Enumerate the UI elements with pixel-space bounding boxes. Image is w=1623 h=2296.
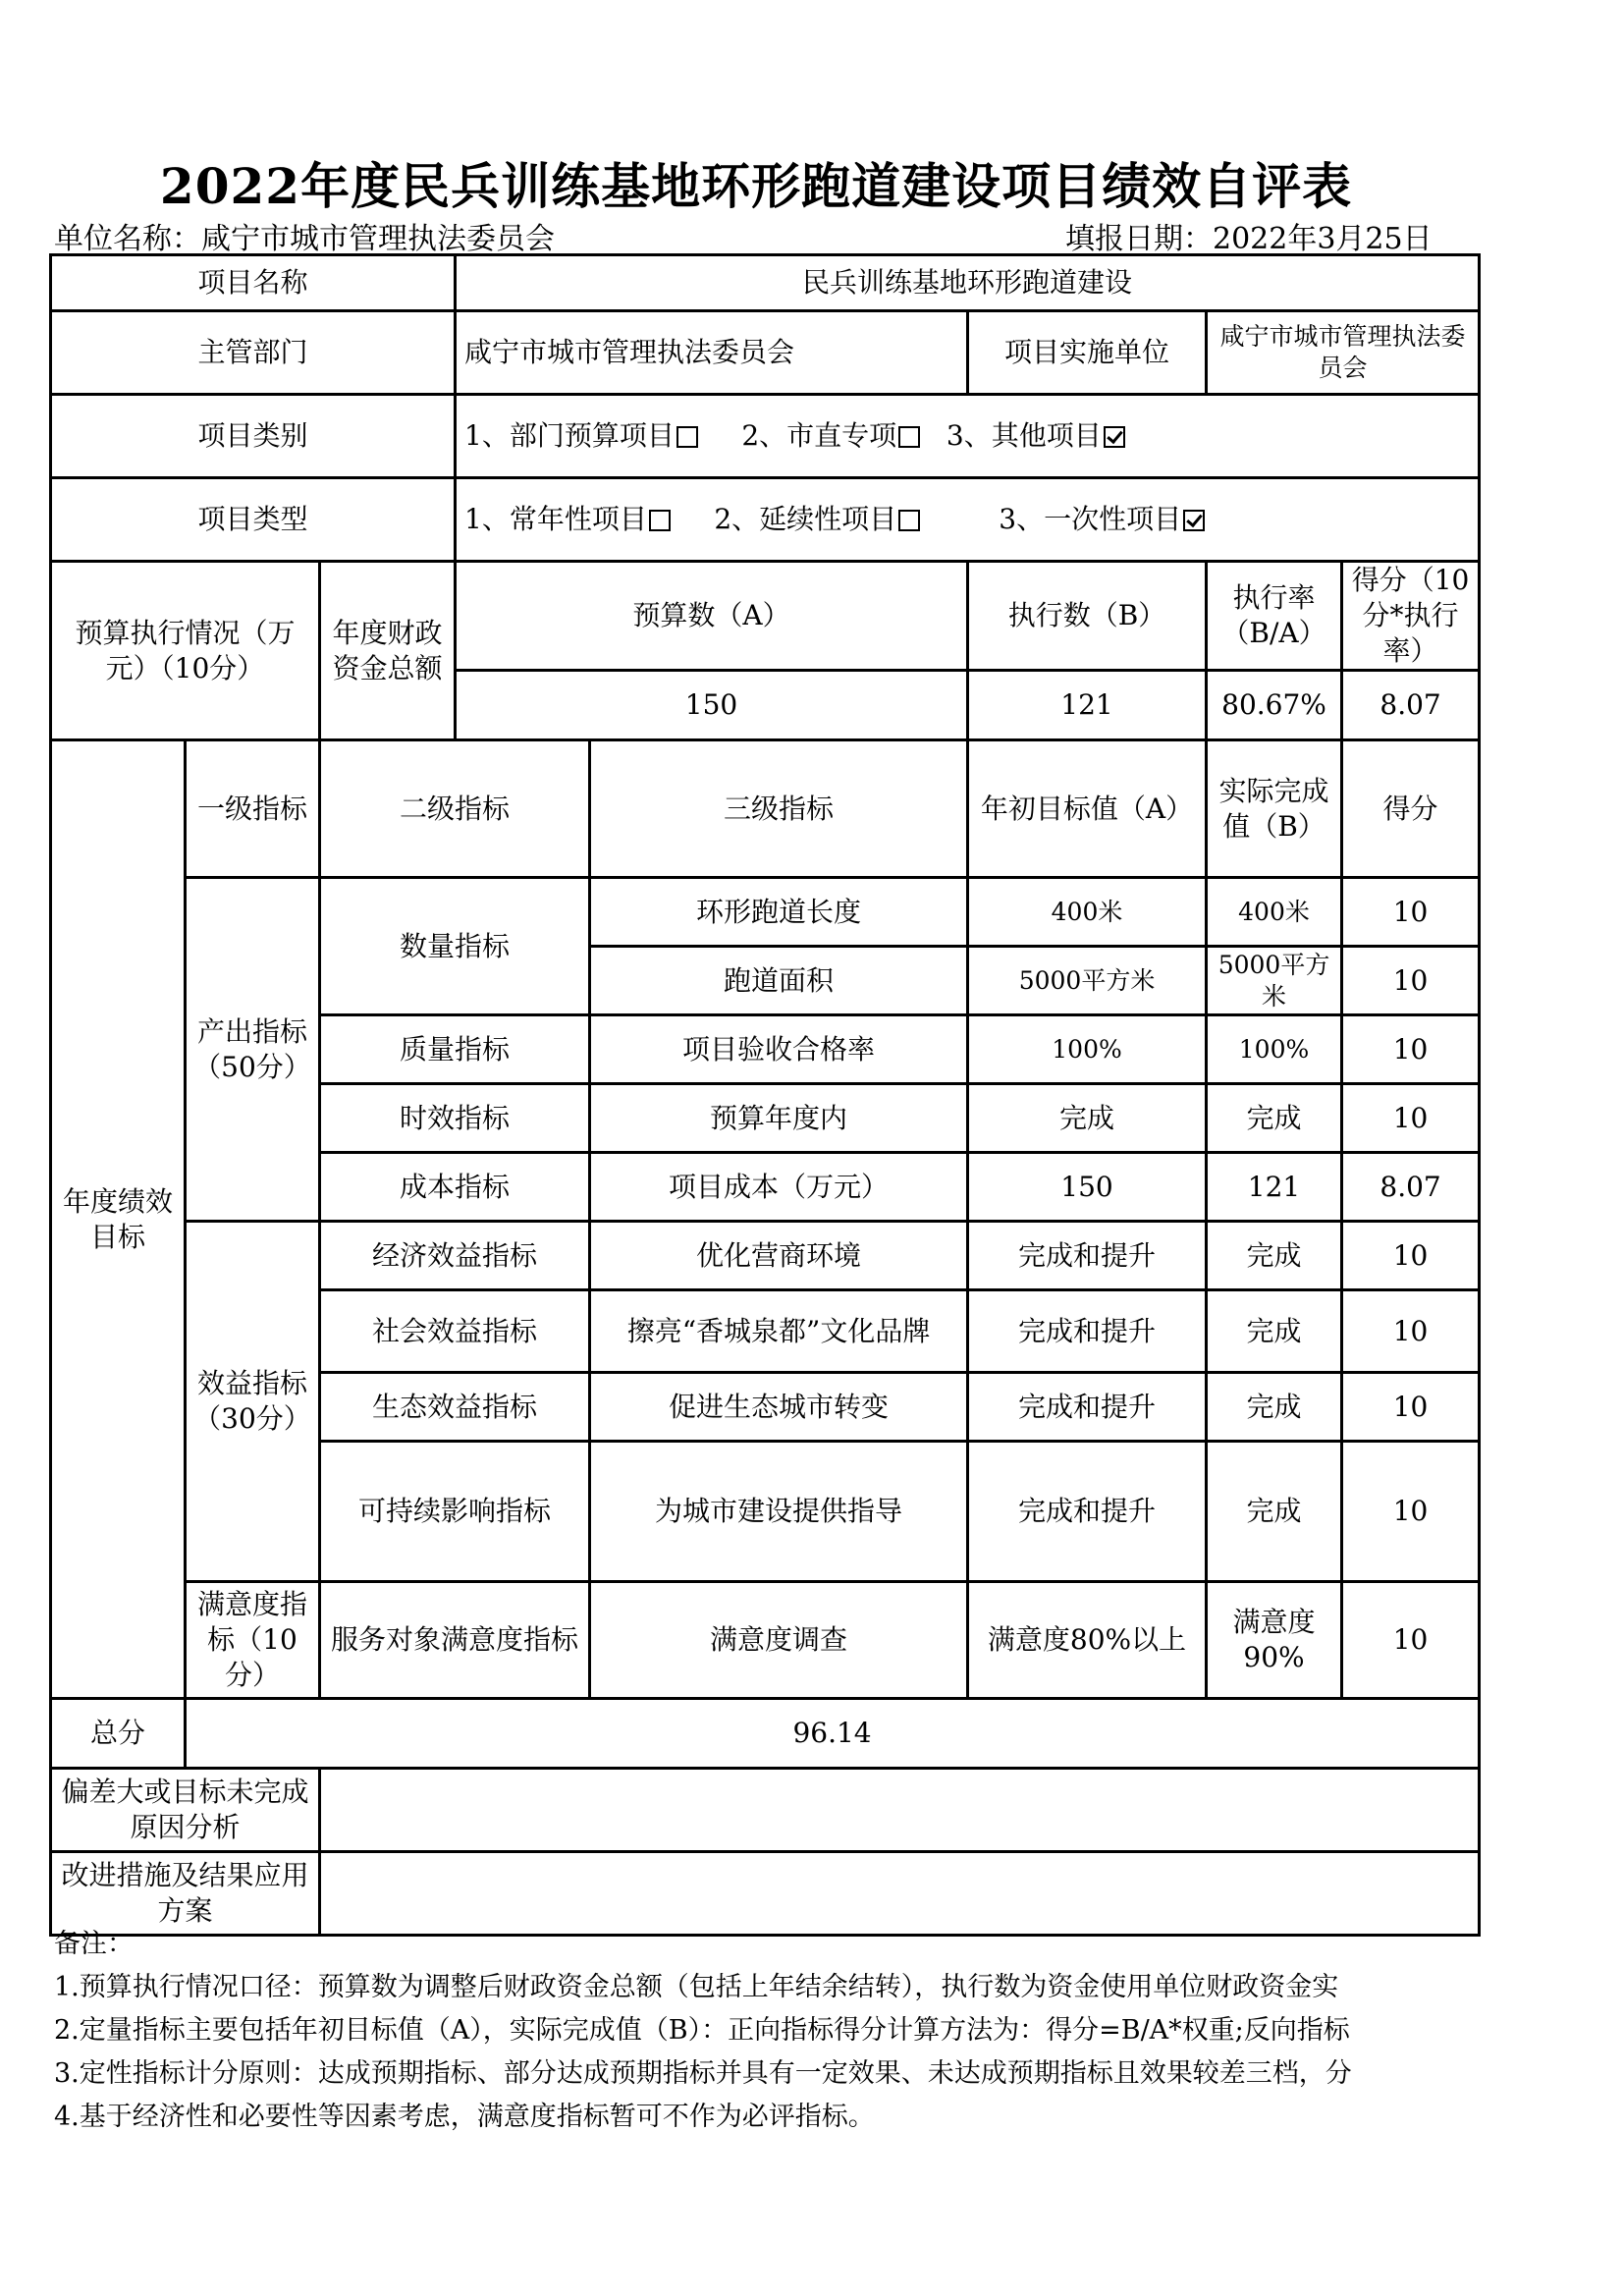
category-options [456, 395, 1480, 478]
row-budget-header [51, 562, 1480, 671]
type-option-2[interactable]: 2、延续性项目 [714, 502, 920, 537]
l3-cell: 项目成本（万元） [590, 1153, 968, 1222]
checked-checkbox-icon[interactable] [1183, 510, 1205, 531]
row-perf-header [51, 740, 1480, 878]
l2-cell: 可持续影响指标 [320, 1442, 590, 1582]
actual-header: 实际完成值（B） [1207, 740, 1342, 878]
rate-label: 执行率（B/A） [1207, 562, 1342, 671]
improve-label: 改进措施及结果应用方案 [51, 1852, 320, 1936]
type-option-3[interactable]: 3、一次性项目 [999, 502, 1205, 537]
rate-value: 80.67% [1207, 671, 1342, 740]
l3-cell: 促进生态城市转变 [590, 1373, 968, 1442]
l2-cell: 社会效益指标 [320, 1290, 590, 1373]
page-title: 2022年度民兵训练基地环形跑道建设项目绩效自评表 [159, 157, 1353, 215]
notes-line: 1.预算执行情况口径：预算数为调整后财政资金总额（包括上年结余结转），执行数为资金使用单位财政资金实 [54, 1972, 1339, 2002]
exec-b-value: 121 [968, 671, 1207, 740]
checkbox-icon[interactable] [649, 510, 671, 531]
category-option-2[interactable]: 2、市直专项 [741, 418, 920, 454]
target-cell: 5000平方米 [968, 947, 1207, 1015]
score-cell: 10 [1342, 1373, 1480, 1442]
row-project-name [51, 255, 1480, 311]
checkbox-icon[interactable] [676, 426, 698, 448]
score-cell: 10 [1342, 947, 1480, 1015]
row-deviation [51, 1769, 1480, 1852]
l2-cell: 经济效益指标 [320, 1222, 590, 1290]
benefit-label: 效益指标（30分） [186, 1222, 320, 1582]
score-cell: 10 [1342, 1222, 1480, 1290]
l2-cell: 生态效益指标 [320, 1373, 590, 1442]
target-header: 年初目标值（A） [968, 740, 1207, 878]
score-cell: 10 [1342, 1442, 1480, 1582]
row-category [51, 395, 1480, 478]
l3-cell: 项目验收合格率 [590, 1015, 968, 1084]
dept-value: 咸宁市城市管理执法委员会 [456, 311, 968, 395]
actual-cell: 完成 [1207, 1442, 1342, 1582]
budget-label: 预算执行情况（万元）（10分） [51, 562, 320, 740]
notes-line: 4.基于经济性和必要性等因素考虑，满意度指标暂可不作为必评指标。 [54, 2102, 875, 2132]
score-cell: 10 [1342, 1015, 1480, 1084]
l2-cell: 成本指标 [320, 1153, 590, 1222]
evaluation-table [49, 253, 1481, 1937]
l2-cell: 质量指标 [320, 1015, 590, 1084]
notes-title: 备注： [54, 1929, 134, 1959]
budget-a-label: 预算数（A） [456, 562, 968, 671]
row-type [51, 478, 1480, 562]
score-cell: 10 [1342, 1582, 1480, 1699]
exec-b-label: 执行数（B） [968, 562, 1207, 671]
type-options [456, 478, 1480, 562]
l2-cell: 时效指标 [320, 1084, 590, 1153]
l3-cell: 满意度调查 [590, 1582, 968, 1699]
target-cell: 400米 [968, 878, 1207, 947]
target-cell: 完成 [968, 1084, 1207, 1153]
score-cell: 10 [1342, 1084, 1480, 1153]
actual-cell: 100% [1207, 1015, 1342, 1084]
fill-date: 填报日期：2022年3月25日 [1065, 222, 1433, 256]
impl-value: 咸宁市城市管理执法委员会 [1207, 311, 1480, 395]
score-cell: 10 [1342, 1290, 1480, 1373]
l3-cell: 跑道面积 [590, 947, 968, 1015]
actual-cell: 完成 [1207, 1373, 1342, 1442]
level3-header: 三级指标 [590, 740, 968, 878]
dept-label: 主管部门 [51, 311, 456, 395]
actual-cell: 400米 [1207, 878, 1342, 947]
score-cell: 8.07 [1342, 1153, 1480, 1222]
actual-cell: 满意度90% [1207, 1582, 1342, 1699]
target-cell: 满意度80%以上 [968, 1582, 1207, 1699]
category-label: 项目类别 [51, 395, 456, 478]
table-row [51, 1582, 1480, 1699]
score-header: 得分 [1342, 740, 1480, 878]
score-formula-label: 得分（10分*执行率） [1342, 562, 1480, 671]
budget-a-value: 150 [456, 671, 968, 740]
project-name-value: 民兵训练基地环形跑道建设 [456, 255, 1480, 311]
impl-label: 项目实施单位 [968, 311, 1207, 395]
budget-score-value: 8.07 [1342, 671, 1480, 740]
deviation-value [320, 1769, 1480, 1852]
l3-cell: 擦亮“香城泉都”文化品牌 [590, 1290, 968, 1373]
actual-cell: 5000平方米 [1207, 947, 1342, 1015]
actual-cell: 完成 [1207, 1290, 1342, 1373]
notes-line: 2.定量指标主要包括年初目标值（A），实际完成值（B）：正向指标得分计算方法为：得分=B/A*权重;反向指标 [54, 2015, 1350, 2046]
actual-cell: 完成 [1207, 1222, 1342, 1290]
table-row [51, 1222, 1480, 1290]
target-cell: 完成和提升 [968, 1442, 1207, 1582]
level2-header: 二级指标 [320, 740, 590, 878]
checkbox-icon[interactable] [898, 510, 920, 531]
target-cell: 完成和提升 [968, 1222, 1207, 1290]
type-option-1[interactable]: 1、常年性项目 [464, 502, 671, 537]
l3-cell: 优化营商环境 [590, 1222, 968, 1290]
category-option-3[interactable]: 3、其他项目 [947, 418, 1125, 454]
actual-cell: 121 [1207, 1153, 1342, 1222]
checkbox-icon[interactable] [898, 426, 920, 448]
satisfaction-label: 满意度指 标（10分） [186, 1582, 320, 1699]
notes-line: 3.定性指标计分原则：达成预期指标、部分达成预期指标并具有一定效果、未达成预期指标且效果较差三档，分 [54, 2058, 1352, 2089]
row-total [51, 1699, 1480, 1769]
total-label: 总分 [51, 1699, 186, 1769]
l3-cell: 环形跑道长度 [590, 878, 968, 947]
target-cell: 150 [968, 1153, 1207, 1222]
notes [54, 1923, 1488, 2139]
table-row [51, 878, 1480, 947]
total-value: 96.14 [186, 1699, 1480, 1769]
target-cell: 完成和提升 [968, 1290, 1207, 1373]
category-option-1[interactable]: 1、部门预算项目 [464, 418, 698, 454]
l2-cell: 服务对象满意度指标 [320, 1582, 590, 1699]
quantity-label: 数量指标 [320, 878, 590, 1015]
project-name-label: 项目名称 [51, 255, 456, 311]
score-cell: 10 [1342, 878, 1480, 947]
deviation-label: 偏差大或目标未完成原因分析 [51, 1769, 320, 1852]
row-dept [51, 311, 1480, 395]
target-cell: 100% [968, 1015, 1207, 1084]
l3-cell: 预算年度内 [590, 1084, 968, 1153]
l3-cell: 为城市建设提供指导 [590, 1442, 968, 1582]
unit-name: 单位名称：咸宁市城市管理执法委员会 [54, 222, 555, 256]
perf-label: 年度绩效目标 [51, 740, 186, 1699]
checked-checkbox-icon[interactable] [1104, 426, 1125, 448]
budget-total-label: 年度财政资金总额 [320, 562, 456, 740]
target-cell: 完成和提升 [968, 1373, 1207, 1442]
actual-cell: 完成 [1207, 1084, 1342, 1153]
type-label: 项目类型 [51, 478, 456, 562]
level1-header: 一级指标 [186, 740, 320, 878]
output-label: 产出指标（50分） [186, 878, 320, 1222]
